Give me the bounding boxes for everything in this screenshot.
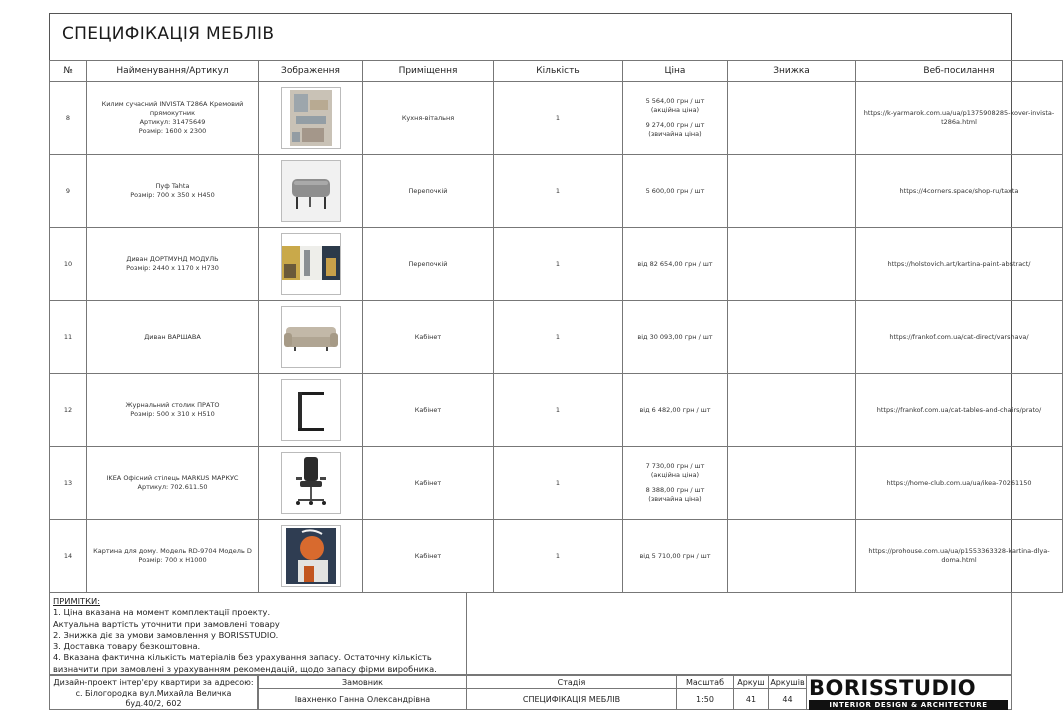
stage-label: Стадія xyxy=(466,675,677,689)
item-name xyxy=(87,520,259,593)
item-quantity: 1 xyxy=(494,301,623,374)
item-name xyxy=(87,301,259,374)
item-name-line: Розмір: 700 х 350 х Н450 xyxy=(130,191,215,199)
item-room: Кабінет xyxy=(363,301,494,374)
row-number: 14 xyxy=(50,520,87,593)
item-price-line: 9 274,00 грн / шт xyxy=(645,121,705,129)
item-name xyxy=(87,374,259,447)
item-name xyxy=(87,82,259,155)
item-room: Перепочкій xyxy=(363,155,494,228)
borisstudio-logo xyxy=(806,675,1012,710)
row-number: 9 xyxy=(50,155,87,228)
item-name xyxy=(87,155,259,228)
item-discount xyxy=(728,82,856,155)
item-price-line: від 82 654,00 грн / шт xyxy=(637,259,713,268)
address-line: Дизайн-проект інтер'єру квартири за адресою: xyxy=(53,678,254,687)
notes-line: 1. Ціна вказана на момент комплектації проекту. xyxy=(53,607,271,618)
item-price xyxy=(623,155,728,228)
sheets-total-value: 44 xyxy=(768,688,807,710)
item-price xyxy=(623,520,728,593)
column-header-number: № xyxy=(50,61,87,82)
item-price-line: 5 564,00 грн / шт xyxy=(645,97,705,105)
item-image-cell xyxy=(259,82,363,155)
notes-line: визначити при замовлені з урахуванням рекомендацій, щодо запасу фірми виробника. xyxy=(53,663,437,674)
item-price-line: (звичайна ціна) xyxy=(648,130,702,138)
item-price xyxy=(623,82,728,155)
item-room: Кабінет xyxy=(363,374,494,447)
sheet-value: 41 xyxy=(733,688,769,710)
item-discount xyxy=(728,155,856,228)
column-header-name: Найменування/Артикул xyxy=(87,61,259,82)
item-room: Перепочкій xyxy=(363,228,494,301)
item-price xyxy=(623,374,728,447)
notes-line: 3. Доставка товару безкоштовна. xyxy=(53,641,201,652)
item-image-cell xyxy=(259,447,363,520)
item-price xyxy=(623,228,728,301)
item-price-line: (акційна ціна) xyxy=(650,471,700,479)
row-number: 12 xyxy=(50,374,87,447)
table-row xyxy=(50,520,1063,593)
item-price-line: від 30 093,00 грн / шт xyxy=(637,332,713,341)
row-number: 11 xyxy=(50,301,87,374)
table-row xyxy=(50,447,1063,520)
item-quantity: 1 xyxy=(494,447,623,520)
logo-name: BORISSTUDIO xyxy=(809,676,977,700)
logo-tagline: INTERIOR DESIGN & ARCHITECTURE xyxy=(809,700,1008,710)
item-quantity: 1 xyxy=(494,82,623,155)
painting-abstract-image xyxy=(281,233,341,295)
item-price-line: 8 388,00 грн / шт xyxy=(645,486,705,494)
item-image-cell xyxy=(259,374,363,447)
item-image-cell xyxy=(259,155,363,228)
table-row xyxy=(50,82,1063,155)
item-name-line: Розмір: 1600 х 2300 xyxy=(138,127,207,135)
row-number: 8 xyxy=(50,82,87,155)
item-price-line: від 6 482,00 грн / шт xyxy=(639,405,711,414)
item-name xyxy=(87,228,259,301)
item-quantity: 1 xyxy=(494,374,623,447)
item-name-line: Диван ДОРТМУНД МОДУЛЬ xyxy=(126,255,219,263)
table-row xyxy=(50,374,1063,447)
specification-table xyxy=(49,60,1063,593)
table-row xyxy=(50,228,1063,301)
item-discount xyxy=(728,520,856,593)
item-link[interactable]: https://frankof.com.ua/cat-tables-and-chairs/prato/ xyxy=(856,374,1063,447)
table-header-row xyxy=(50,61,1063,82)
row-number: 10 xyxy=(50,228,87,301)
item-name-line: Диван ВАРШАВА xyxy=(144,332,201,341)
item-room: Кабінет xyxy=(363,520,494,593)
stage-value: СПЕЦИФІКАЦІЯ МЕБЛІВ xyxy=(466,688,677,710)
rug-image xyxy=(281,87,341,149)
address-line: буд.40/2, 602 xyxy=(125,699,182,708)
project-address xyxy=(49,675,258,710)
item-name-line: Пуф Tahta xyxy=(155,182,190,190)
item-name xyxy=(87,447,259,520)
row-number: 13 xyxy=(50,447,87,520)
notes-empty-area xyxy=(467,592,1012,675)
item-image-cell xyxy=(259,301,363,374)
table-row xyxy=(50,155,1063,228)
item-price xyxy=(623,447,728,520)
item-link[interactable]: https://k-yarmarok.com.ua/ua/p1375908285-kover-invista-t286a.html xyxy=(856,82,1063,155)
item-name-line: Журнальний столик ПРАТО xyxy=(125,401,220,409)
office-chair-image xyxy=(281,452,341,514)
item-link[interactable]: https://holstovich.art/kartina-paint-abstract/ xyxy=(856,228,1063,301)
column-header-image: Зображення xyxy=(259,61,363,82)
item-price-line: 5 600,00 грн / шт xyxy=(645,186,705,195)
column-header-discount: Знижка xyxy=(728,61,856,82)
client-label: Замовник xyxy=(258,675,467,689)
item-image-cell xyxy=(259,520,363,593)
scale-value: 1:50 xyxy=(676,688,734,710)
item-quantity: 1 xyxy=(494,520,623,593)
column-header-price: Ціна xyxy=(623,61,728,82)
item-name-line: Картина для дому. Модель RD-9704 Модель D xyxy=(93,547,252,555)
item-discount xyxy=(728,447,856,520)
page-title: СПЕЦИФІКАЦІЯ МЕБЛІВ xyxy=(62,24,275,44)
item-quantity: 1 xyxy=(494,155,623,228)
scale-label: Масштаб xyxy=(676,675,734,689)
table-row xyxy=(50,301,1063,374)
item-name-line: Розмір: 2440 х 1170 х Н730 xyxy=(126,264,219,272)
item-price xyxy=(623,301,728,374)
item-name-line: Килим сучасний INVISTA T286A Кремовий xyxy=(101,100,244,108)
notes-line: 2. Знижка діє за умови замовлення у BORISSTUDIO. xyxy=(53,629,279,640)
item-price-line: (акційна ціна) xyxy=(650,106,700,114)
side-table-image xyxy=(281,379,341,441)
item-link[interactable]: https://home-club.com.ua/ua/ikea-70261150 xyxy=(856,447,1063,520)
item-image-cell xyxy=(259,228,363,301)
notes-line: 4. Вказана фактична кількість матеріалів без урахування запасу. Остаточну кількість xyxy=(53,652,432,663)
item-name-line: Артикул: 702.611.50 xyxy=(137,483,208,491)
item-room: Кабінет xyxy=(363,447,494,520)
notes-block xyxy=(49,592,467,675)
item-price-line: від 5 710,00 грн / шт xyxy=(639,551,711,560)
item-link[interactable]: https://frankof.com.ua/cat-direct/varshava/ xyxy=(856,301,1063,374)
pouf-image xyxy=(281,160,341,222)
address-line: с. Білогородка вул.Михайла Величка xyxy=(75,688,232,698)
sheets-total-label: Аркушів xyxy=(768,675,807,689)
item-name-line: Розмір: 500 х 310 х Н510 xyxy=(130,410,215,418)
item-name-line: IKEA Офісний стілець MARKUS МАРКУС xyxy=(106,474,239,482)
item-discount xyxy=(728,228,856,301)
item-room: Кухня-вітальня xyxy=(363,82,494,155)
item-discount xyxy=(728,374,856,447)
column-header-quantity: Кількість xyxy=(494,61,623,82)
item-link[interactable]: https://4corners.space/shop-ru/taxta xyxy=(856,155,1063,228)
client-value: Івахненко Ганна Олександрівна xyxy=(258,688,467,710)
item-name-line: прямокутник xyxy=(149,109,196,117)
notes-heading: ПРИМІТКИ: xyxy=(53,596,101,606)
item-link[interactable]: https://prohouse.com.ua/ua/p1553363328-kartina-dlya-doma.html xyxy=(856,520,1063,593)
item-price-line: 7 730,00 грн / шт xyxy=(645,462,705,470)
item-price-line: (звичайна ціна) xyxy=(648,495,702,503)
notes-line: Актуальна вартість уточнити при замовлені товару xyxy=(53,618,280,629)
item-quantity: 1 xyxy=(494,228,623,301)
sofa-image xyxy=(281,306,341,368)
column-header-link: Веб-посилання xyxy=(856,61,1063,82)
painting-image xyxy=(281,525,341,587)
column-header-room: Приміщення xyxy=(363,61,494,82)
item-discount xyxy=(728,301,856,374)
item-name-line: Розмір: 700 х Н1000 xyxy=(138,556,207,564)
item-name-line: Артикул: 31475649 xyxy=(139,118,206,126)
sheet-label: Аркуш xyxy=(733,675,769,689)
